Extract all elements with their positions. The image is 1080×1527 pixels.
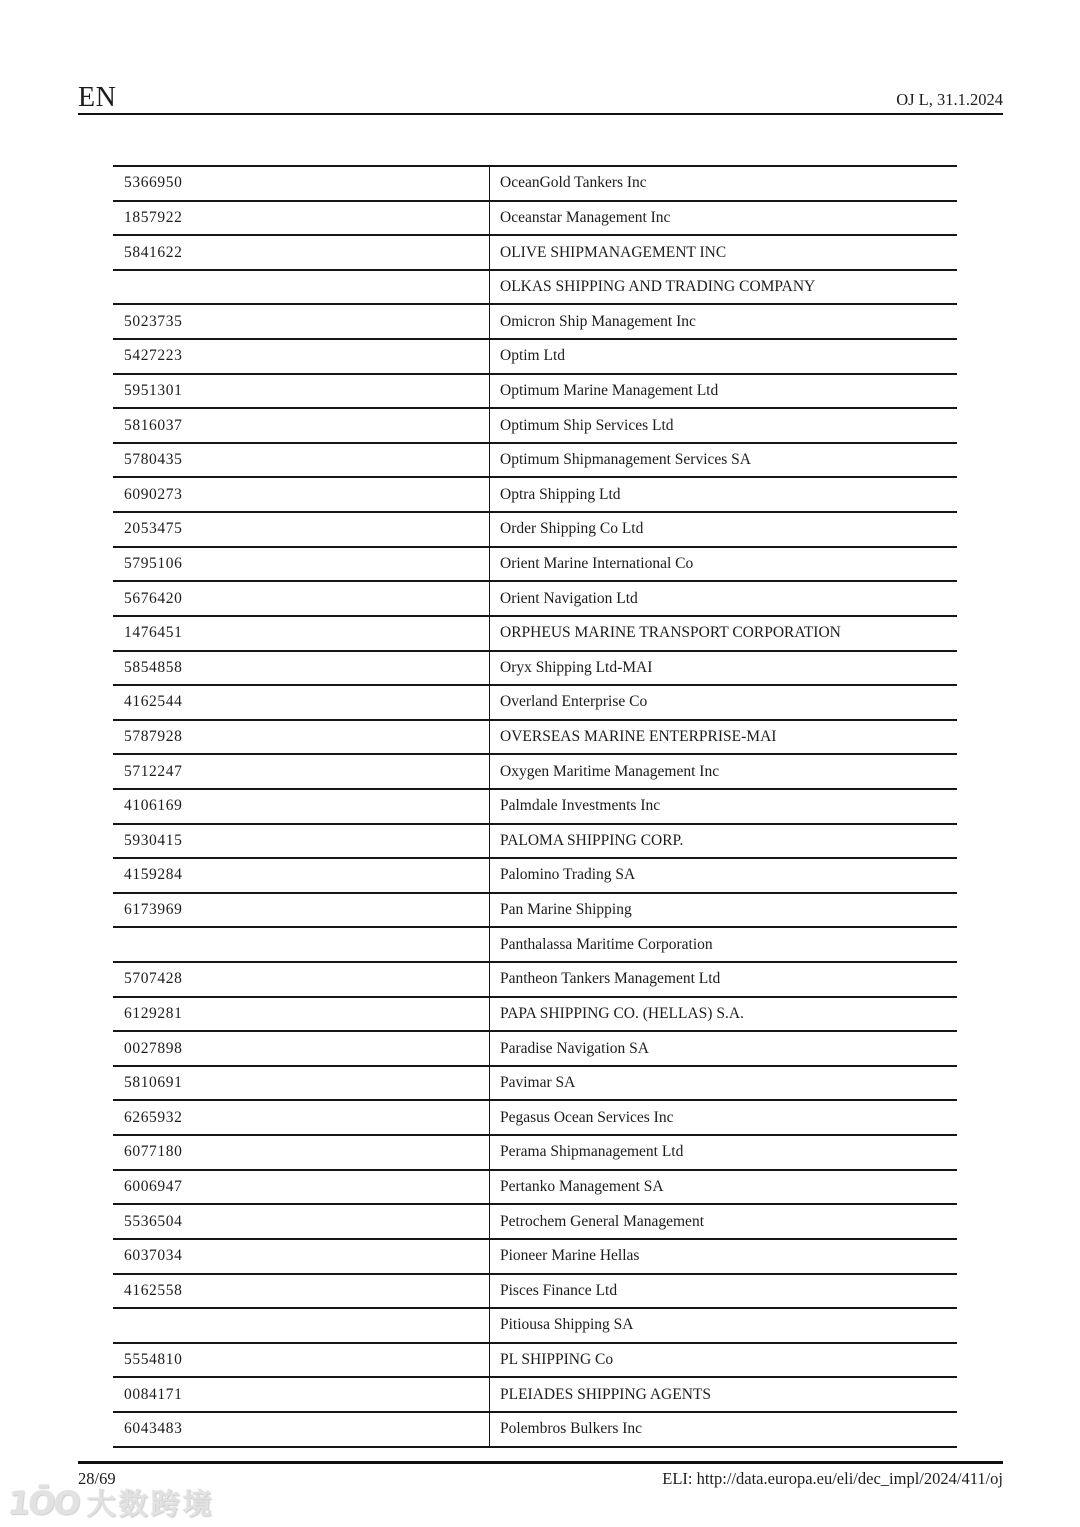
company-name-cell: Palmdale Investments Inc — [500, 797, 661, 815]
table-row — [113, 998, 957, 1033]
imo-number-cell: 5712247 — [113, 755, 490, 788]
company-name-cell: Pegasus Ocean Services Inc — [500, 1108, 674, 1126]
imo-number-cell: 4159284 — [113, 859, 490, 892]
company-name-cell: Pertanko Management SA — [500, 1177, 664, 1195]
imo-number-cell: 5810691 — [113, 1067, 490, 1100]
imo-number-cell: 5930415 — [113, 825, 490, 858]
table-row — [113, 548, 957, 583]
company-name-cell: OVERSEAS MARINE ENTERPRISE-MAI — [500, 728, 777, 746]
table-row — [113, 513, 957, 548]
table-row — [113, 444, 957, 479]
company-name-cell: Paradise Navigation SA — [500, 1039, 649, 1057]
company-name-cell: ORPHEUS MARINE TRANSPORT CORPORATION — [500, 624, 841, 642]
imo-number-cell: 6129281 — [113, 998, 490, 1031]
footer-page-number: 28/69 — [78, 1469, 116, 1488]
header-divider-rule — [78, 113, 1003, 115]
header-journal-reference: OJ L, 31.1.2024 — [896, 90, 1003, 109]
imo-number-cell: 4162544 — [113, 686, 490, 719]
imo-number-cell: 5536504 — [113, 1205, 490, 1238]
table-row — [113, 859, 957, 894]
table-row — [113, 1378, 957, 1413]
imo-number-cell: 6043483 — [113, 1413, 490, 1446]
table-row — [113, 1032, 957, 1067]
table-row — [113, 478, 957, 513]
company-name-cell: PALOMA SHIPPING CORP. — [500, 831, 684, 849]
table-row — [113, 305, 957, 340]
company-name-cell: Pisces Finance Ltd — [500, 1281, 618, 1299]
table-row — [113, 755, 957, 790]
table-row — [113, 375, 957, 410]
watermark-logo-text: 大数跨境 — [86, 1487, 215, 1521]
table-row — [113, 617, 957, 652]
imo-number-cell: 6090273 — [113, 478, 490, 511]
imo-number-cell: 5795106 — [113, 548, 490, 581]
company-name-cell: Optim Ltd — [500, 347, 566, 365]
footer-eli-link[interactable]: ELI: http://data.europa.eu/eli/dec_impl/2024/411/oj — [662, 1469, 1003, 1488]
company-name-cell: Optimum Ship Services Ltd — [500, 416, 674, 434]
imo-number-cell — [113, 271, 490, 304]
imo-number-cell: 5023735 — [113, 305, 490, 338]
company-name-cell: Panthalassa Maritime Corporation — [500, 935, 713, 953]
imo-number-cell: 5676420 — [113, 582, 490, 615]
table-row — [113, 790, 957, 825]
imo-number-cell: 1857922 — [113, 202, 490, 235]
company-name-cell: Palomino Trading SA — [500, 866, 636, 884]
company-table — [113, 165, 957, 1448]
table-row — [113, 963, 957, 998]
company-name-cell: Pitiousa Shipping SA — [500, 1316, 634, 1334]
table-row — [113, 825, 957, 860]
imo-number-cell: 5427223 — [113, 340, 490, 373]
imo-number-cell: 5841622 — [113, 236, 490, 269]
imo-number-cell: 4106169 — [113, 790, 490, 823]
company-name-cell: Omicron Ship Management Inc — [500, 312, 696, 330]
company-name-cell: Order Shipping Co Ltd — [500, 520, 644, 538]
company-name-cell: Optimum Marine Management Ltd — [500, 381, 719, 399]
table-row — [113, 894, 957, 929]
watermark-logo-icon: 1ŌO — [6, 1483, 81, 1522]
table-row — [113, 652, 957, 687]
imo-number-cell — [113, 1309, 490, 1342]
imo-number-cell: 5951301 — [113, 375, 490, 408]
table-row — [113, 1205, 957, 1240]
table-row — [113, 202, 957, 237]
imo-number-cell: 5854858 — [113, 652, 490, 685]
footer-divider-rule — [78, 1461, 1003, 1464]
imo-number-cell — [113, 928, 490, 961]
imo-number-cell: 0027898 — [113, 1032, 490, 1065]
table-row — [113, 1240, 957, 1275]
company-name-cell: Pantheon Tankers Management Ltd — [500, 970, 721, 988]
imo-number-cell: 1476451 — [113, 617, 490, 650]
imo-number-cell: 5707428 — [113, 963, 490, 996]
table-row — [113, 1413, 957, 1448]
imo-number-cell: 5366950 — [113, 167, 490, 200]
table-row — [113, 721, 957, 756]
imo-number-cell: 5780435 — [113, 444, 490, 477]
table-row — [113, 409, 957, 444]
company-name-cell: Pioneer Marine Hellas — [500, 1247, 640, 1265]
table-row — [113, 1101, 957, 1136]
imo-number-cell: 5816037 — [113, 409, 490, 442]
table-row — [113, 686, 957, 721]
imo-number-cell: 5787928 — [113, 721, 490, 754]
company-name-cell: Oxygen Maritime Management Inc — [500, 762, 720, 780]
company-name-cell: Oceanstar Management Inc — [500, 208, 671, 226]
company-name-cell: OceanGold Tankers Inc — [500, 174, 647, 192]
company-name-cell: Pavimar SA — [500, 1074, 576, 1092]
company-name-cell: PAPA SHIPPING CO. (HELLAS) S.A. — [500, 1004, 744, 1022]
imo-number-cell: 6173969 — [113, 894, 490, 927]
company-name-cell: Orient Marine International Co — [500, 555, 694, 572]
imo-number-cell: 0084171 — [113, 1378, 490, 1411]
table-row — [113, 340, 957, 375]
table-row — [113, 928, 957, 963]
imo-number-cell: 6006947 — [113, 1171, 490, 1204]
table-row — [113, 1344, 957, 1379]
company-name-cell: Oryx Shipping Ltd-MAI — [500, 658, 653, 676]
header-language-label: EN — [78, 82, 117, 113]
table-row — [113, 271, 957, 306]
imo-number-cell: 4162558 — [113, 1275, 490, 1308]
company-name-cell: OLKAS SHIPPING AND TRADING COMPANY — [500, 278, 816, 296]
imo-number-cell: 6265932 — [113, 1101, 490, 1134]
imo-number-cell: 6037034 — [113, 1240, 490, 1273]
imo-number-cell: 2053475 — [113, 513, 490, 546]
company-name-cell: Orient Navigation Ltd — [500, 589, 638, 607]
table-row — [113, 1275, 957, 1310]
table-row — [113, 167, 957, 202]
company-name-cell: Optimum Shipmanagement Services SA — [500, 451, 751, 469]
company-name-cell: Polembros Bulkers Inc — [500, 1420, 643, 1438]
table-row — [113, 1136, 957, 1171]
company-name-cell: Optra Shipping Ltd — [500, 485, 621, 503]
imo-number-cell: 5554810 — [113, 1344, 490, 1377]
company-name-cell: PLEIADES SHIPPING AGENTS — [500, 1385, 711, 1403]
table-row — [113, 236, 957, 271]
table-row — [113, 1067, 957, 1102]
company-name-cell: Petrochem General Management — [500, 1212, 704, 1230]
company-name-cell: PL SHIPPING Co — [500, 1351, 614, 1369]
imo-number-cell: 6077180 — [113, 1136, 490, 1169]
company-name-cell: Perama Shipmanagement Ltd — [500, 1143, 684, 1161]
table-row — [113, 582, 957, 617]
company-name-cell: OLIVE SHIPMANAGEMENT INC — [500, 243, 727, 261]
table-row — [113, 1171, 957, 1206]
watermark — [8, 1482, 215, 1523]
company-name-cell: Overland Enterprise Co — [500, 693, 648, 711]
table-row — [113, 1309, 957, 1344]
company-name-cell: Pan Marine Shipping — [500, 901, 632, 919]
